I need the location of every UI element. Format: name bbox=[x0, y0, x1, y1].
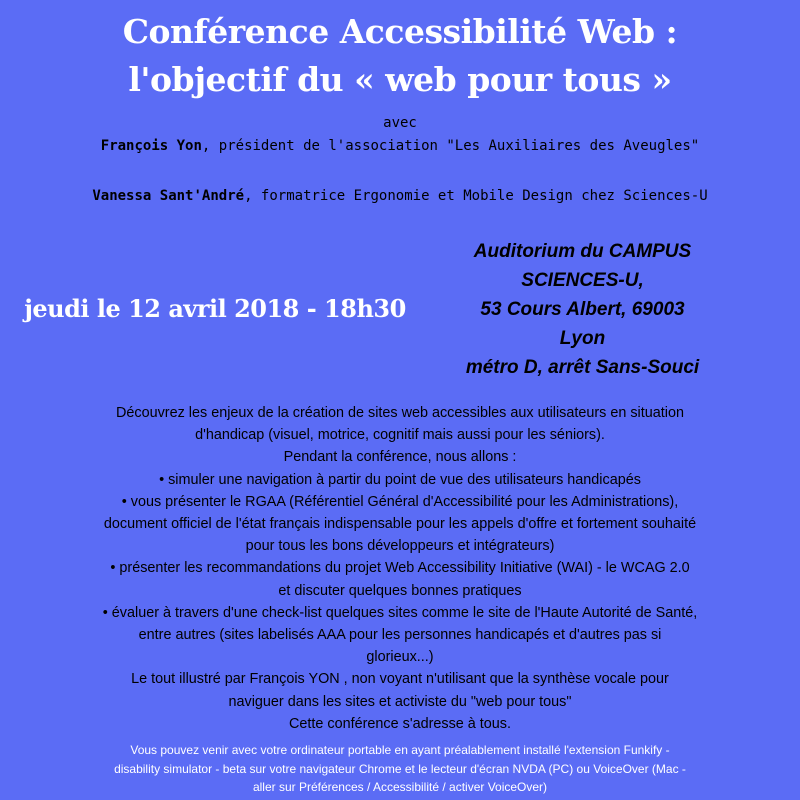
speaker-role: , formatrice Ergonomie et Mobile Design chez Sciences-U bbox=[244, 188, 708, 204]
description-bullet: • évaluer à travers d'une check-list quelques sites comme le site de l'Haute Autorité de Santé, bbox=[102, 604, 698, 621]
footnote bbox=[20, 741, 780, 797]
event-title-line-1: Conférence Accessibilité Web : bbox=[122, 12, 678, 51]
description-line: d'handicap (visuel, motrice, cognitif mais aussi pour les séniors). bbox=[195, 427, 605, 444]
speaker-name: Vanessa Sant'André bbox=[92, 188, 245, 204]
description-line: naviguer dans les sites et activiste du "web pour tous" bbox=[228, 693, 572, 710]
description-line: Le tout illustré par François YON , non voyant n'utilisant que la synthèse vocale pour bbox=[131, 671, 669, 688]
event-date: jeudi le 12 avril 2018 - 18h30 bbox=[24, 294, 406, 323]
footnote-line: disability simulator - beta sur votre navigateur Chrome et le lecteur d'écran NVDA (PC) ou VoiceOver (Mac - bbox=[114, 761, 686, 776]
speaker-vanessa-sant-andre bbox=[0, 185, 800, 207]
venue-line: Lyon bbox=[559, 328, 606, 349]
description-line: entre autres (sites labelisés AAA pour les personnes handicapés et d'autres pas si bbox=[138, 627, 662, 644]
description-bullet: • vous présenter le RGAA (Référentiel Général d'Accessibilité pour les Administrations), bbox=[121, 493, 679, 510]
venue-line: Auditorium du CAMPUS bbox=[473, 241, 692, 262]
speaker-francois-yon bbox=[0, 135, 800, 157]
event-description bbox=[20, 402, 780, 735]
event-title-line-2: l'objectif du « web pour tous » bbox=[128, 60, 672, 99]
venue-address bbox=[420, 237, 745, 382]
footnote-line: Vous pouvez venir avec votre ordinateur portable en ayant préalablement installé l'extension Funkify - bbox=[130, 743, 670, 757]
description-line: glorieux...) bbox=[366, 649, 434, 666]
speaker-role: , président de l'association "Les Auxiliaires des Aveugles" bbox=[201, 138, 700, 154]
venue-line: 53 Cours Albert, 69003 bbox=[480, 299, 685, 320]
event-title bbox=[0, 8, 800, 104]
with-label: avec bbox=[383, 115, 417, 131]
description-line: Cette conférence s'adresse à tous. bbox=[289, 715, 511, 732]
description-bullet: • simuler une navigation à partir du point de vue des utilisateurs handicapés bbox=[159, 471, 641, 488]
speaker-name: François Yon bbox=[100, 138, 202, 154]
description-bullet: • présenter les recommandations du projet Web Accessibility Initiative (WAI) - le WCAG 2.0 bbox=[110, 560, 690, 577]
footnote-line: aller sur Préférences / Accessibilité / activer VoiceOver) bbox=[252, 780, 548, 794]
description-line: pour tous les bons développeurs et intégrateurs) bbox=[245, 538, 555, 555]
venue-line: métro D, arrêt Sans-Souci bbox=[465, 357, 700, 378]
venue-line: SCIENCES-U, bbox=[521, 270, 644, 291]
description-line: document officiel de l'état français indispensable pour les appels d'offre et fortement souhaité bbox=[103, 516, 697, 533]
description-line: Découvrez les enjeux de la création de sites web accessibles aux utilisateurs en situation bbox=[116, 405, 684, 421]
description-line: Pendant la conférence, nous allons : bbox=[283, 449, 517, 466]
description-line: et discuter quelques bonnes pratiques bbox=[278, 582, 522, 599]
